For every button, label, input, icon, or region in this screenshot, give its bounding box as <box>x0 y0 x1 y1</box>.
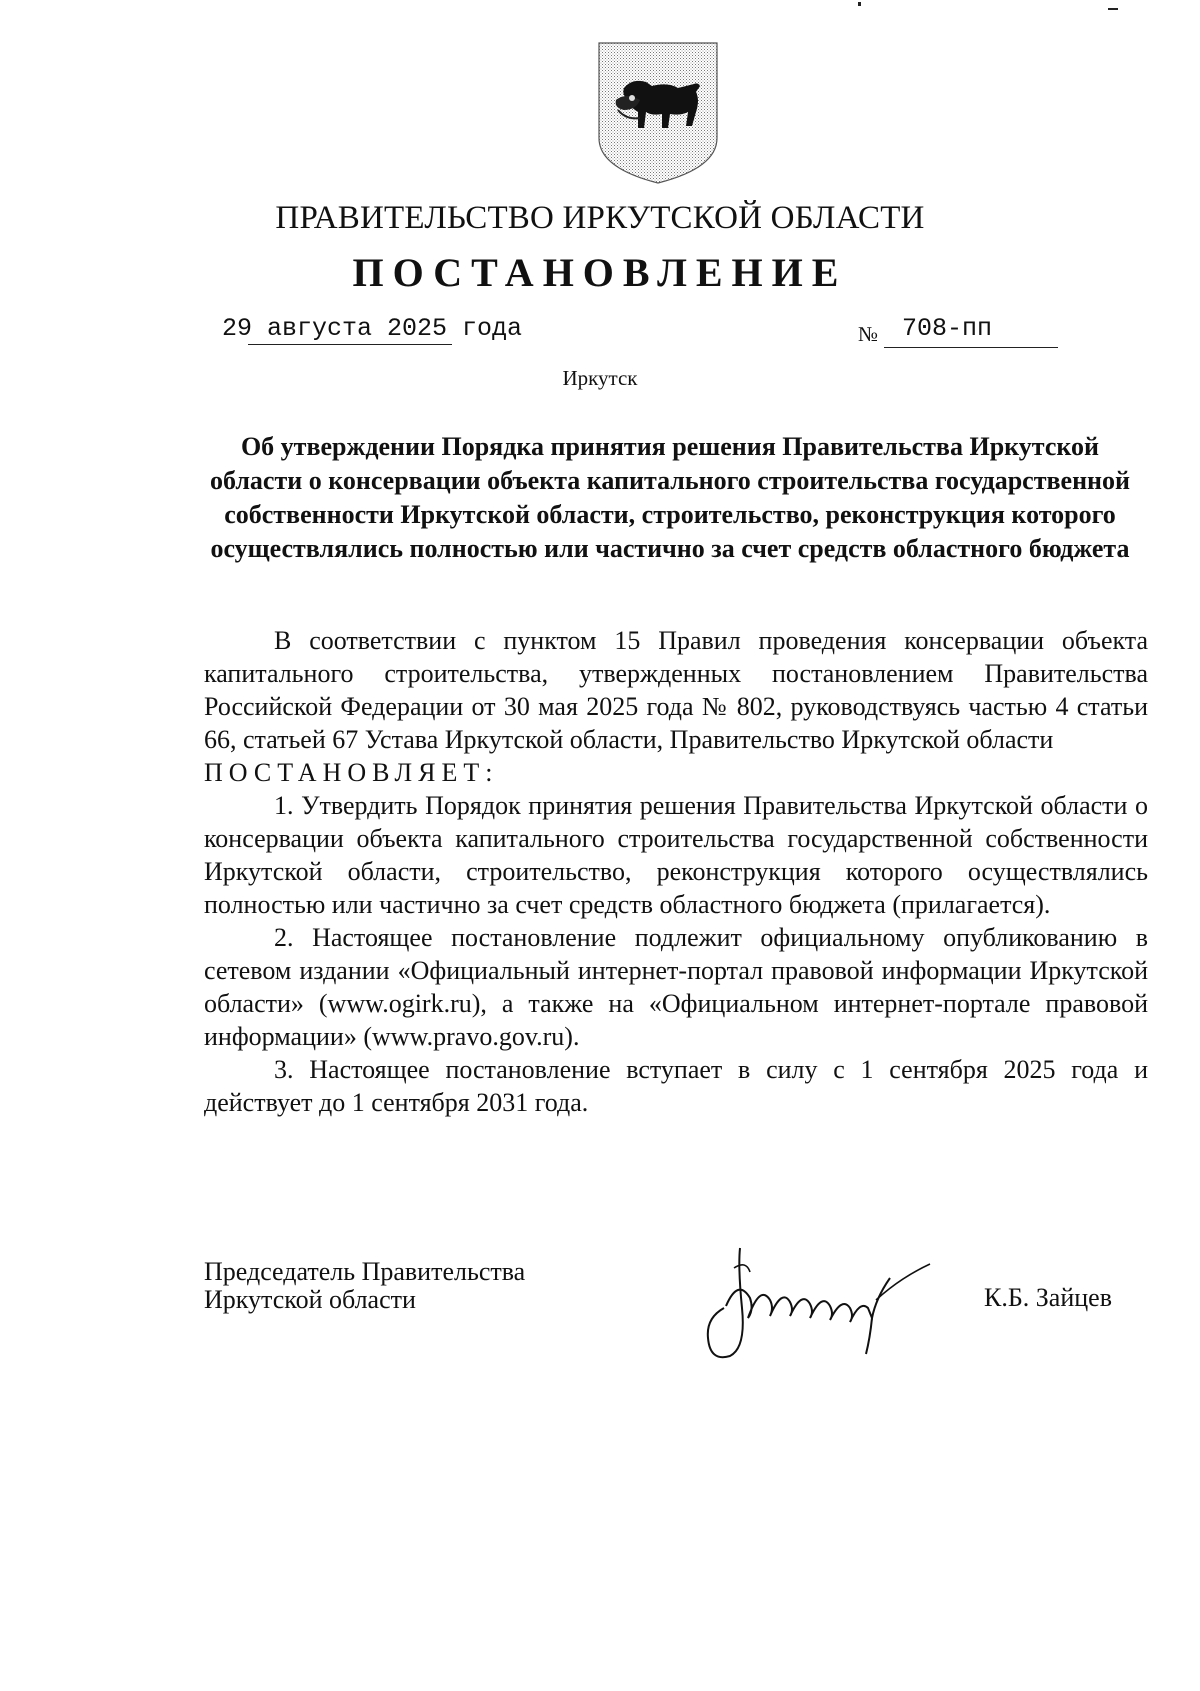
resolves-keyword: ПОСТАНОВЛЯЕТ: <box>204 758 499 787</box>
document-body <box>204 624 1148 1119</box>
document-date: 29 августа 2025 года <box>222 314 523 343</box>
list-item: 2. Настоящее постановление подлежит официальному опубликованию в сетевом издании «Официальный интернет-портал правовой информации Иркутской области» (www.ogirk.ru), а также на «Официальном интернет-портале правовой информации» (www.pravo.gov.ru). <box>204 923 1148 1051</box>
scan-speck <box>1108 8 1118 10</box>
handwritten-signature-icon <box>690 1238 940 1368</box>
preamble-paragraph: В соответствии с пунктом 15 Правил проведения консервации объекта капитального строительства, утвержденных постановлением Правительства Российской Федерации от 30 мая 2025 года № 802, руководствуясь частью 4 статьи 66, статьей 67 Устава Иркутской области, Правительство Иркутской области <box>204 626 1148 754</box>
document-number: 708-пп <box>902 314 993 343</box>
document-city: Иркутск <box>562 366 638 390</box>
government-name: ПРАВИТЕЛЬСТВО ИРКУТСКОЙ ОБЛАСТИ <box>275 200 925 236</box>
irkutsk-coat-of-arms-icon <box>596 40 720 186</box>
document-type: ПОСТАНОВЛЕНИЕ <box>352 250 848 295</box>
signer-position-line: Иркутской области <box>204 1285 416 1314</box>
number-sign: № <box>858 322 879 346</box>
signer-position-line: Председатель Правительства <box>204 1257 526 1286</box>
list-item: 3. Настоящее постановление вступает в силу с 1 сентября 2025 года и действует до 1 сентября 2031 года. <box>204 1055 1148 1117</box>
list-item: 1. Утвердить Порядок принятия решения Правительства Иркутской области о консервации объекта капитального строительства государственной собственности Иркутской области, строительство, реконструкция которого осуществлялись полностью или частично за счет средств областного бюджета (прилагается). <box>204 791 1148 919</box>
number-underline <box>884 347 1058 348</box>
signer-position <box>204 1258 525 1314</box>
document-title: Об утверждении Порядка принятия решения Правительства Иркутской области о консервации объекта капитального строительства государственной собственности Иркутской области, строительство, реконструкция которого осуществлялись полностью или частично за счет средств областного бюджета <box>209 432 1131 563</box>
signer-name: К.Б. Зайцев <box>984 1283 1112 1312</box>
scan-speck <box>858 2 861 6</box>
date-underline <box>248 344 452 345</box>
